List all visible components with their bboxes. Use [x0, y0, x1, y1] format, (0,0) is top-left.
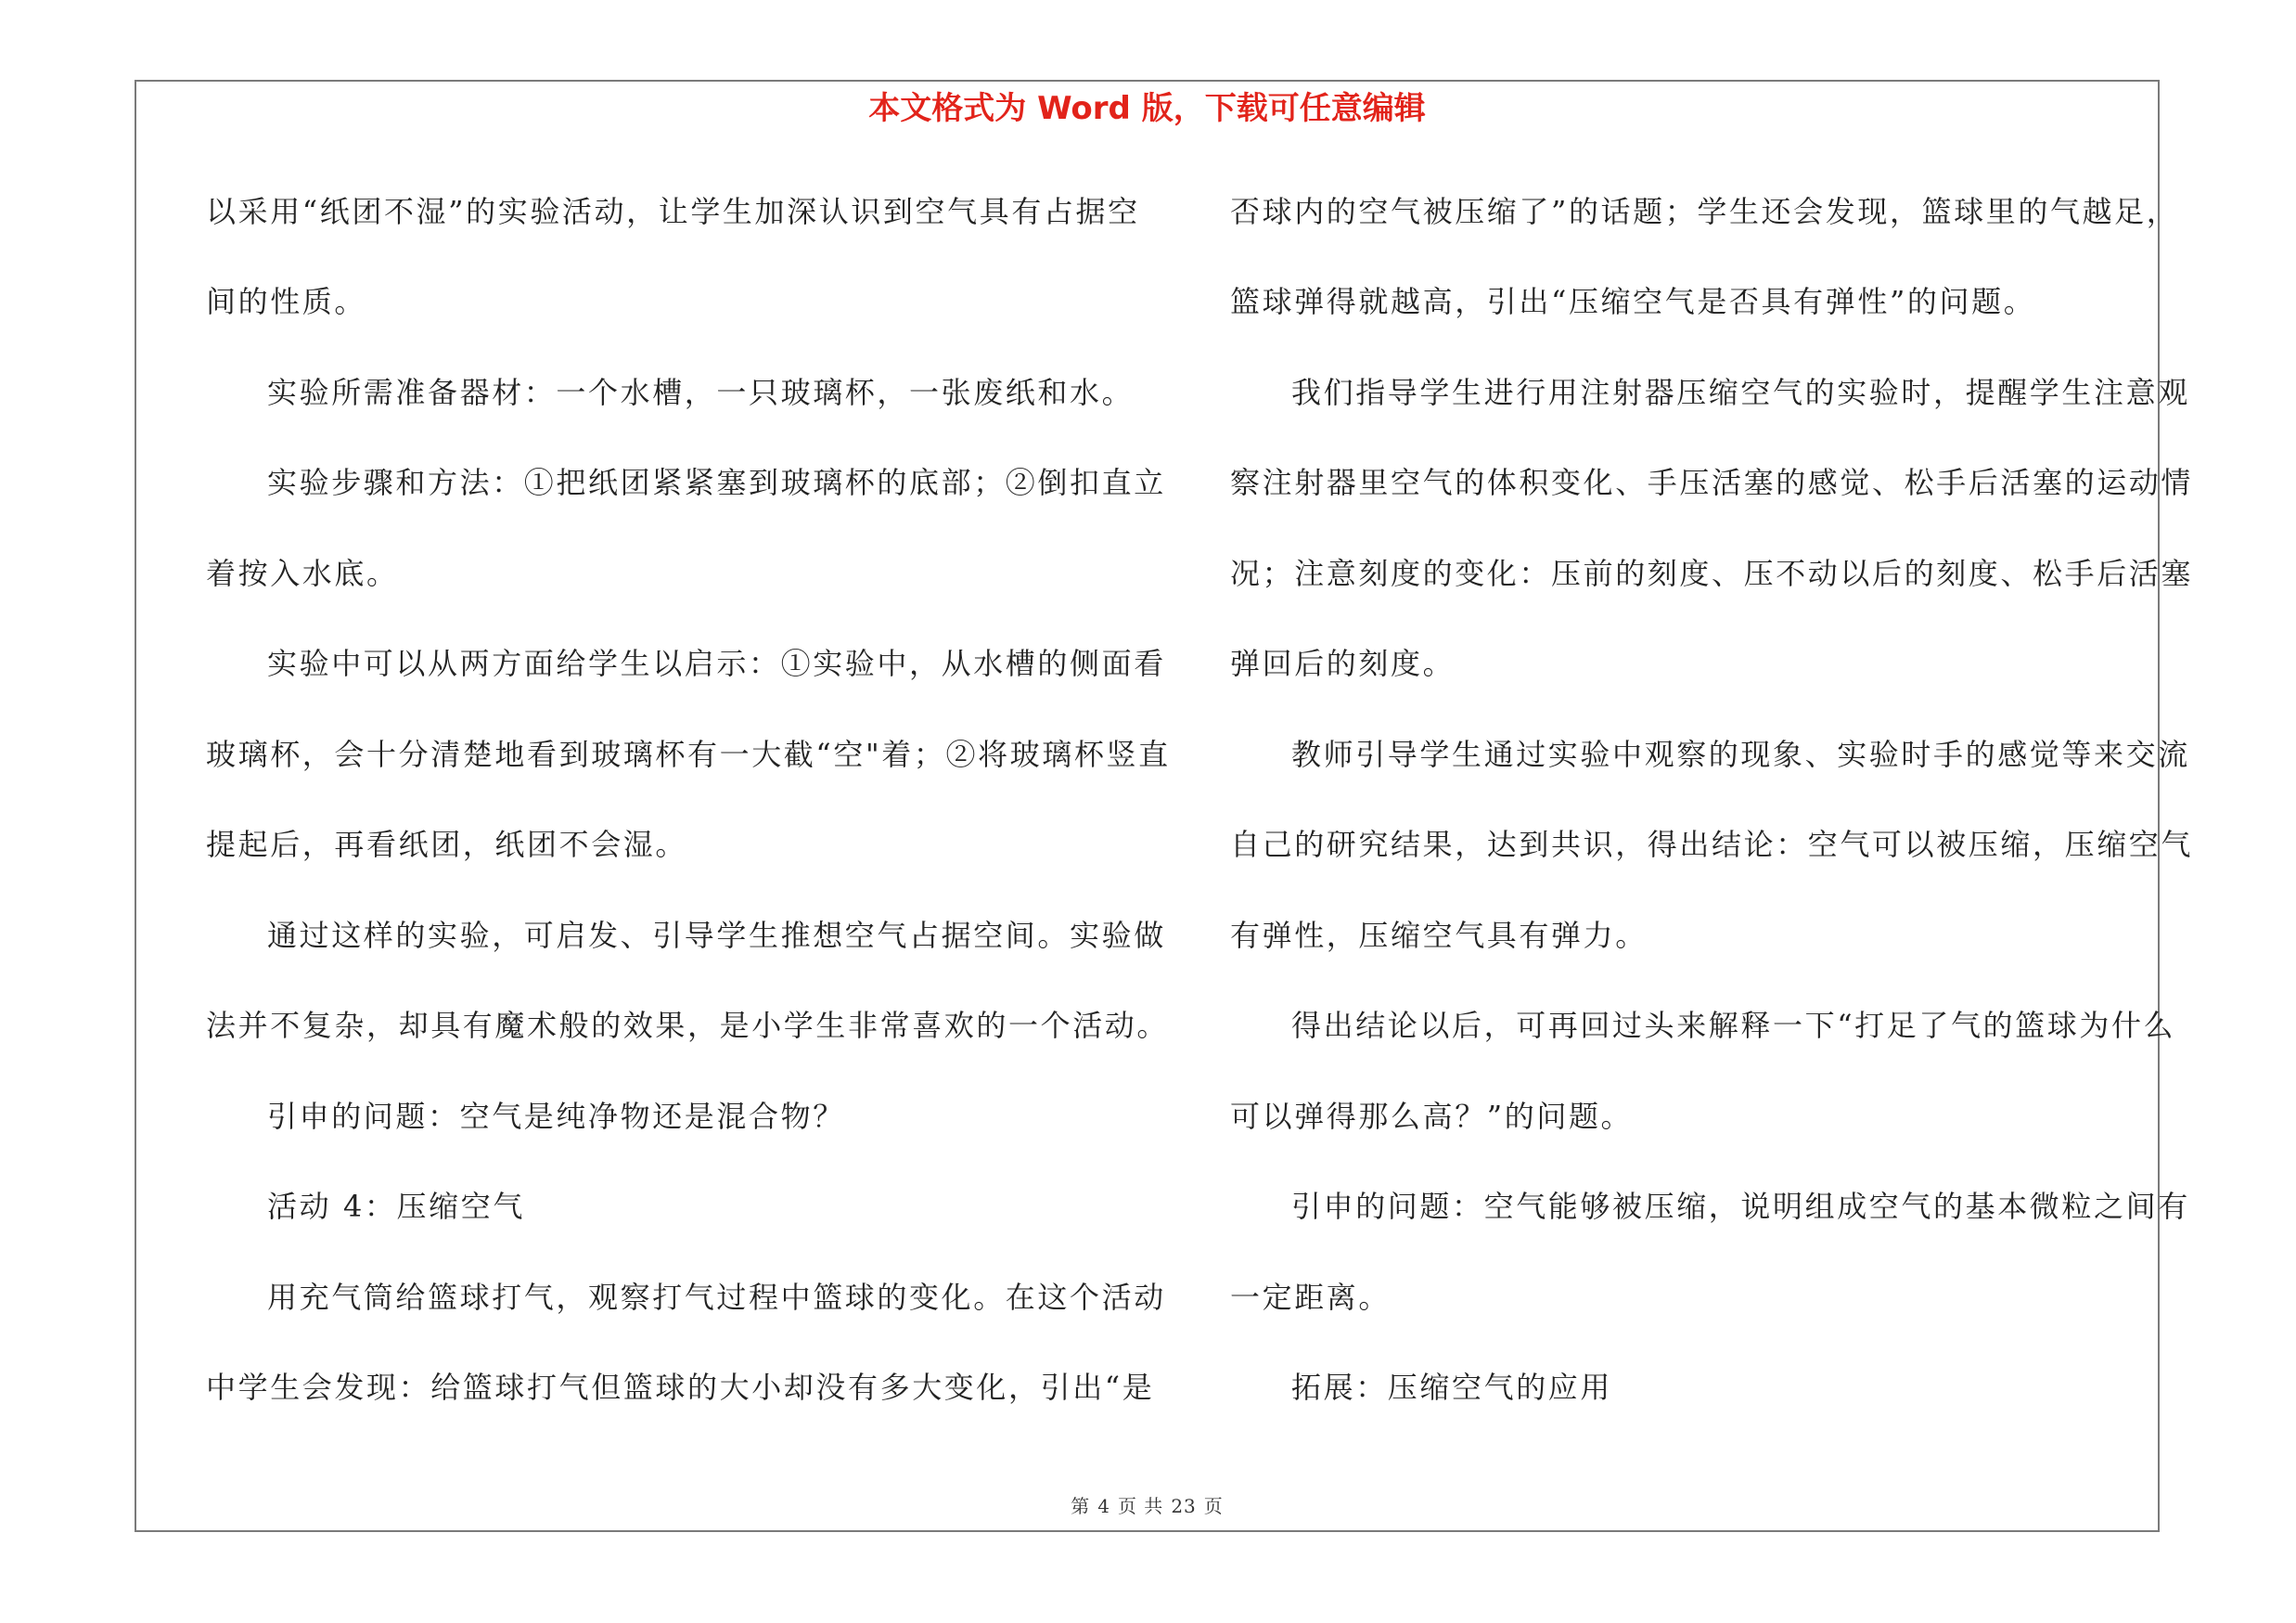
paragraph-line: 我们指导学生进行用注射器压缩空气的实验时，提醒学生注意观: [1291, 375, 2190, 410]
paragraph-line: 以采用“纸团不湿”的实验活动，让学生加深认识到空气具有占据空: [206, 194, 1140, 229]
paragraph-line: 实验中可以从两方面给学生以启示：①实验中，从水槽的侧面看: [267, 646, 1166, 681]
paragraph-line: 篮球弹得就越高，引出“压缩空气是否具有弹性”的问题。: [1230, 284, 2036, 319]
paragraph-line: 弹回后的刻度。: [1230, 646, 1456, 681]
paragraph-line: 引申的问题：空气是纯净物还是混合物？: [267, 1099, 845, 1134]
section-heading: 拓展：压缩空气的应用: [1291, 1370, 1613, 1405]
section-heading: 活动 4：压缩空气: [267, 1189, 525, 1224]
paragraph-line: 一定距离。: [1230, 1280, 1392, 1315]
paragraph-line: 通过这样的实验，可启发、引导学生推想空气占据空间。实验做: [267, 918, 1166, 953]
paragraph-line: 实验步骤和方法：①把纸团紧紧塞到玻璃杯的底部；②倒扣直立: [267, 465, 1166, 500]
current-page-number: 4: [1097, 1495, 1110, 1517]
paragraph-line: 可以弹得那么高？”的问题。: [1230, 1099, 1634, 1134]
paragraph-line: 引申的问题：空气能够被压缩，说明组成空气的基本微粒之间有: [1291, 1189, 2190, 1224]
paragraph-line: 用充气筒给篮球打气，观察打气过程中篮球的变化。在这个活动: [267, 1280, 1166, 1315]
page-footer: [135, 1492, 2160, 1520]
paragraph-line: 法并不复杂，却具有魔术般的效果，是小学生非常喜欢的一个活动。: [206, 1008, 1170, 1043]
footer-label-mid: 页 共: [1117, 1495, 1164, 1517]
footer-label-page: 第: [1071, 1495, 1091, 1517]
paragraph-line: 教师引导学生通过实验中观察的现象、实验时手的感觉等来交流: [1291, 737, 2190, 772]
format-banner: 本文格式为 Word 版，下载可任意编辑: [868, 90, 1426, 127]
footer-label-end: 页: [1203, 1495, 1224, 1517]
paragraph-line: 实验所需准备器材：一个水槽，一只玻璃杯，一张废纸和水。: [267, 375, 1135, 410]
paragraph-line: 着按入水底。: [206, 556, 399, 591]
paragraph-line: 中学生会发现：给篮球打气但篮球的大小却没有多大变化，引出“是: [206, 1370, 1155, 1405]
paragraph-line: 提起后，再看纸团，纸团不会湿。: [206, 827, 688, 862]
paragraph-line: 况；注意刻度的变化：压前的刻度、压不动以后的刻度、松手后活塞: [1230, 556, 2194, 591]
paragraph-line: 玻璃杯，会十分清楚地看到玻璃杯有一大截“空"着；②将玻璃杯竖直: [206, 737, 1171, 772]
paragraph-line: 察注射器里空气的体积变化、手压活塞的感觉、松手后活塞的运动情: [1230, 465, 2194, 500]
paragraph-line: 否球内的空气被压缩了”的话题；学生还会发现，篮球里的气越足，: [1230, 194, 2179, 229]
paragraph-line: 得出结论以后，可再回过头来解释一下“打足了气的篮球为什么: [1291, 1008, 2176, 1043]
total-page-count: 23: [1171, 1495, 1197, 1517]
paragraph-line: 自己的研究结果，达到共识，得出结论：空气可以被压缩，压缩空气: [1230, 827, 2194, 862]
paragraph-line: 间的性质。: [206, 284, 367, 319]
paragraph-line: 有弹性，压缩空气具有弹力。: [1230, 918, 1648, 953]
